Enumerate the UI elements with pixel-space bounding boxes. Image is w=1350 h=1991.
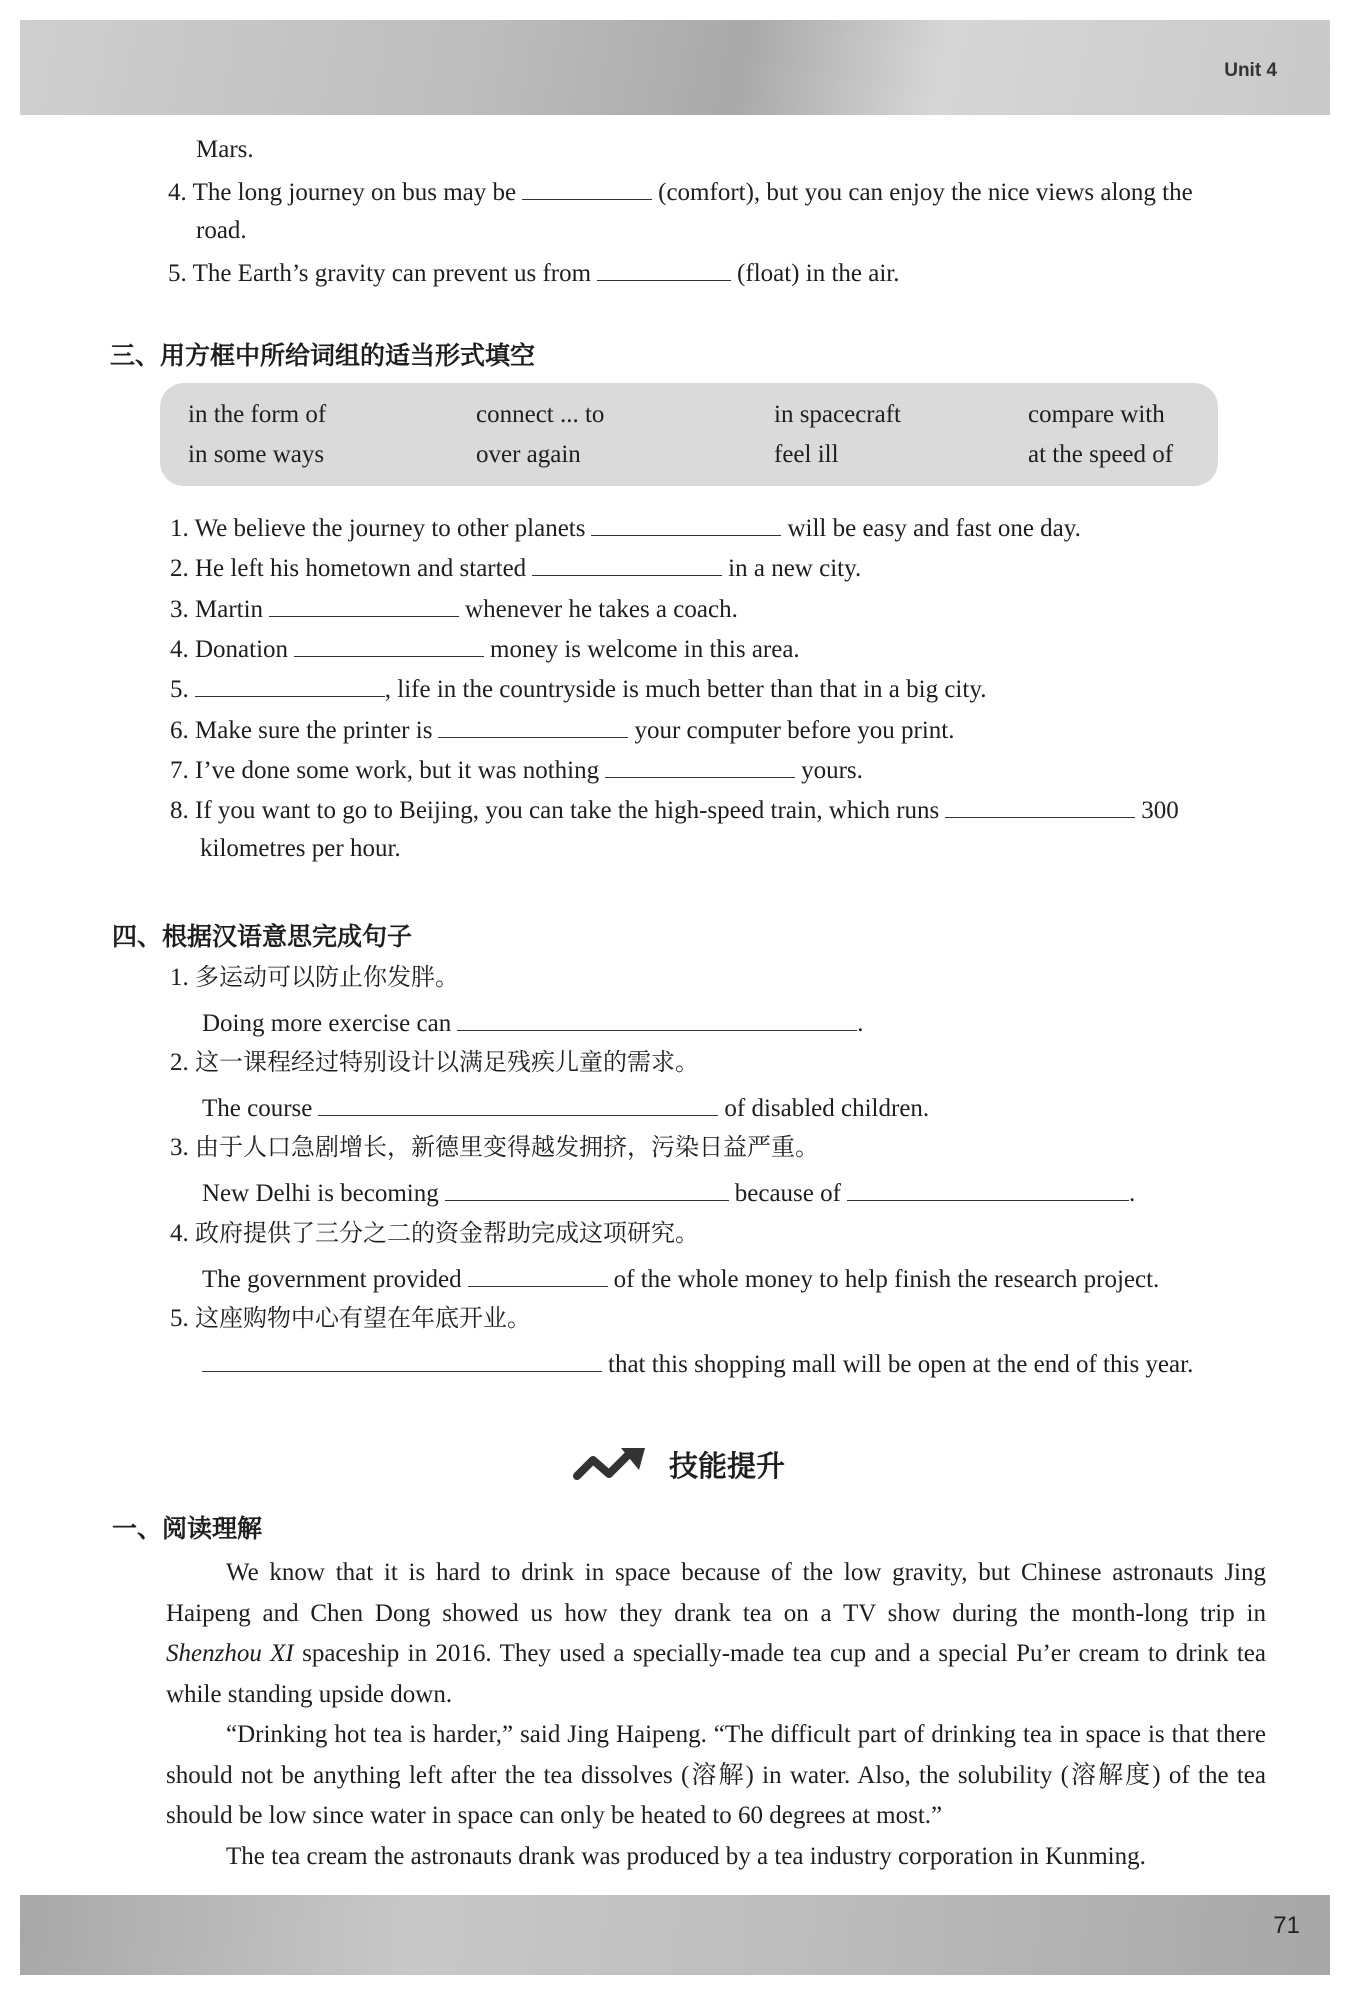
- unit-label: Unit 4: [1224, 60, 1277, 81]
- s4-item-1-zh: 1. 多运动可以防止你发胖。: [170, 963, 459, 991]
- word-box-item: in the form of: [188, 401, 327, 428]
- answer-blank[interactable]: [591, 513, 781, 536]
- answer-blank[interactable]: [318, 1093, 718, 1116]
- s3-item-2: 2. He left his hometown and started in a new city.: [170, 555, 862, 582]
- word-box-item: in spacecraft: [774, 401, 902, 428]
- s3-item-7: 7. I’ve done some work, but it was nothing yours.: [170, 757, 863, 784]
- skills-title-text: 技能提升: [669, 1449, 786, 1483]
- s4-item-5-zh: 5. 这座购物中心有望在年底开业。: [170, 1304, 531, 1332]
- answer-blank[interactable]: [457, 1008, 857, 1031]
- s4-item-4-zh: 4. 政府提供了三分之二的资金帮助完成这项研究。: [170, 1219, 699, 1247]
- s3-item-8-cont: kilometres per hour.: [200, 835, 401, 862]
- word-box-item: compare with: [1028, 401, 1165, 428]
- trend-arrow-icon: [573, 1446, 653, 1484]
- word-box-item: feel ill: [774, 441, 839, 468]
- answer-blank[interactable]: [202, 1349, 602, 1372]
- s3-item-3: 3. Martin whenever he takes a coach.: [170, 596, 738, 623]
- s3-item-4: 4. Donation money is welcome in this area.: [170, 636, 800, 663]
- s3-item-1: 1. We believe the journey to other planets will be easy and fast one day.: [170, 515, 1081, 542]
- s4-item-4-en: The government provided of the whole money to help finish the research project.: [202, 1266, 1160, 1293]
- answer-blank[interactable]: [195, 674, 385, 697]
- s3-item-5: 5. , life in the countryside is much better than that in a big city.: [170, 676, 987, 703]
- word-box-item: over again: [476, 441, 581, 468]
- passage-paragraph-3: The tea cream the astronauts drank was produced by a tea industry corporation in Kunming.: [226, 1842, 1146, 1870]
- scan-border-bottom: [20, 1895, 1330, 1975]
- s4-item-1-en: Doing more exercise can .: [202, 1010, 864, 1037]
- answer-blank[interactable]: [605, 755, 795, 778]
- answer-blank[interactable]: [532, 553, 722, 576]
- reading-heading: 一、阅读理解: [112, 1514, 263, 1543]
- section3-heading: 三、用方框中所给词组的适当形式填空: [110, 341, 536, 370]
- s4-item-5-en: that this shopping mall will be open at the end of this year.: [202, 1349, 1193, 1377]
- section4-heading: 四、根据汉语意思完成句子: [112, 922, 413, 951]
- reading-passage: [166, 1553, 1266, 1877]
- page-number: 71: [1273, 1912, 1300, 1939]
- answer-blank[interactable]: [438, 715, 628, 738]
- word-box-item: at the speed of: [1028, 441, 1174, 468]
- prev-item-4: 4. The long journey on bus may be (comfort), but you can enjoy the nice views along the: [168, 179, 1193, 206]
- answer-blank[interactable]: [294, 634, 484, 657]
- skills-title: [573, 1444, 785, 1485]
- s4-item-3-zh: 3. 由于人口急剧增长，新德里变得越发拥挤，污染日益严重。: [170, 1133, 819, 1161]
- answer-blank[interactable]: [445, 1178, 729, 1201]
- prev-item-5: 5. The Earth’s gravity can prevent us from (float) in the air.: [168, 260, 900, 287]
- passage-paragraph-2: “Drinking hot tea is harder,” said Jing Haipeng. “The difficult part of drinking tea in space is that there should not be anything left after the tea dissolves (溶解) in water. Also, the solubility (溶解度) of the tea should be low since water in space can only be heated to 60 degrees at most.”: [166, 1721, 1266, 1829]
- answer-blank[interactable]: [597, 258, 731, 281]
- answer-blank[interactable]: [269, 594, 459, 617]
- s4-item-2-zh: 2. 这一课程经过特别设计以满足残疾儿童的需求。: [170, 1048, 699, 1076]
- word-box-item: in some ways: [188, 441, 325, 468]
- s4-item-3-en: New Delhi is becoming because of .: [202, 1180, 1136, 1207]
- answer-blank[interactable]: [945, 795, 1135, 818]
- scan-border-top: [20, 20, 1330, 115]
- answer-blank[interactable]: [468, 1264, 608, 1287]
- prev-cont-line: Mars.: [196, 136, 254, 163]
- s3-item-8: 8. If you want to go to Beijing, you can take the high-speed train, which runs 300: [170, 797, 1179, 824]
- word-box-item: connect ... to: [476, 401, 605, 428]
- answer-blank[interactable]: [847, 1178, 1129, 1201]
- prev-item-4-cont: road.: [196, 217, 247, 244]
- word-box: [160, 383, 1218, 486]
- s4-item-2-en: The course of disabled children.: [202, 1095, 930, 1122]
- answer-blank[interactable]: [522, 177, 652, 200]
- s3-item-6: 6. Make sure the printer is your computer before you print.: [170, 717, 955, 744]
- passage-paragraph-1: We know that it is hard to drink in space because of the low gravity, but Chinese astronauts Jing Haipeng and Chen Dong showed us how they drank tea on a TV show during the month-long trip in Shenzhou XI spaceship in 2016. They used a specially-made tea cup and a special Pu’er cream to drink tea while standing upside down.: [166, 1559, 1266, 1708]
